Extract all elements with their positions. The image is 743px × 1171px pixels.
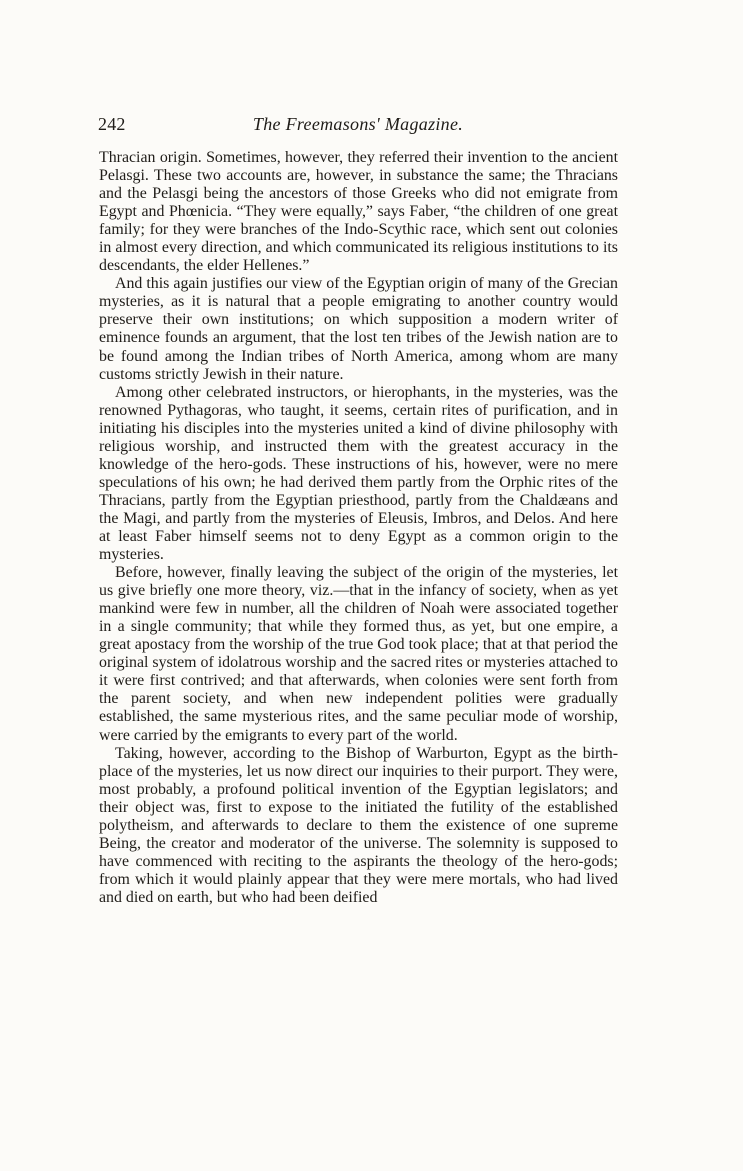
- page-header: [98, 114, 618, 138]
- paragraph: Before, however, finally leaving the subject of the origin of the mysteries, let us give briefly one more theory, viz.—that in the infancy of society, when as yet mankind were few in number, all the children of Noah were associated together in a single community; that while they formed thus, as yet, but one empire, a great apostacy from the worship of the true God took place; that at that period the original system of idolatrous worship and the sacred rites or mysteries attached to it were first contrived; and that afterwards, when colonies were sent forth from the parent society, and when new independent polities were gradually established, the same mysterious rites, and the same peculiar mode of worship, were carried by the emigrants to every part of the world.: [99, 564, 618, 744]
- running-title: The Freemasons' Magazine.: [252, 114, 464, 134]
- paragraph: Among other celebrated instructors, or hierophants, in the mysteries, was the renowned Pythagoras, who taught, it seems, certain rites of purification, and in initiating his disciples into the mysteries united a kind of divine philosophy with religious worship, and instructed them with the greatest accuracy in the knowledge of the hero-gods. These instructions of his, however, were no mere speculations of his own; he had derived them partly from the Orphic rites of the Thracians, partly from the Egyptian priesthood, partly from the Chaldæans and the Magi, and partly from the mysteries of Eleusis, Imbros, and Delos. And here at least Faber himself seems not to deny Egypt as a common origin to the mysteries.: [99, 383, 618, 564]
- paragraph: Taking, however, according to the Bishop of Warburton, Egypt as the birth-place of the mysteries, let us now direct our inquiries to their purport. They were, most probably, a profound political invention of the Egyptian legislators; and their object was, first to expose to the initiated the futility of the established polytheism, and afterwards to declare to them the existence of one supreme Being, the creator and moderator of the universe. The solemnity is supposed to have commenced with reciting to the aspirants the theology of the hero-gods; from which it would plainly appear that they were mere mortals, who had lived and died on earth, but who had been deified: [99, 744, 618, 906]
- page-number: 242: [98, 114, 126, 134]
- paragraph: And this again justifies our view of the Egyptian origin of many of the Grecian mysteries, as it is natural that a people emigrating to another country would preserve their own institutions; on which supposition a modern writer of eminence founds an argument, that the lost ten tribes of the Jewish nation are to be found among the Indian tribes of North America, among whom are many customs strictly Jewish in their nature.: [99, 275, 618, 383]
- article-body: [99, 149, 618, 907]
- paragraph-continued: Thracian origin. Sometimes, however, they referred their invention to the ancient Pelasgi. These two accounts are, however, in substance the same; the Thracians and the Pelasgi being the ancestors of those Greeks who did not emigrate from Egypt and Phœnicia. “They were equally,” says Faber, “the children of one great family; for they were branches of the Indo-Scythic race, which sent out colonies in almost every direction, and which communicated its religious institutions to its descendants, the elder Hellenes.”: [99, 149, 618, 275]
